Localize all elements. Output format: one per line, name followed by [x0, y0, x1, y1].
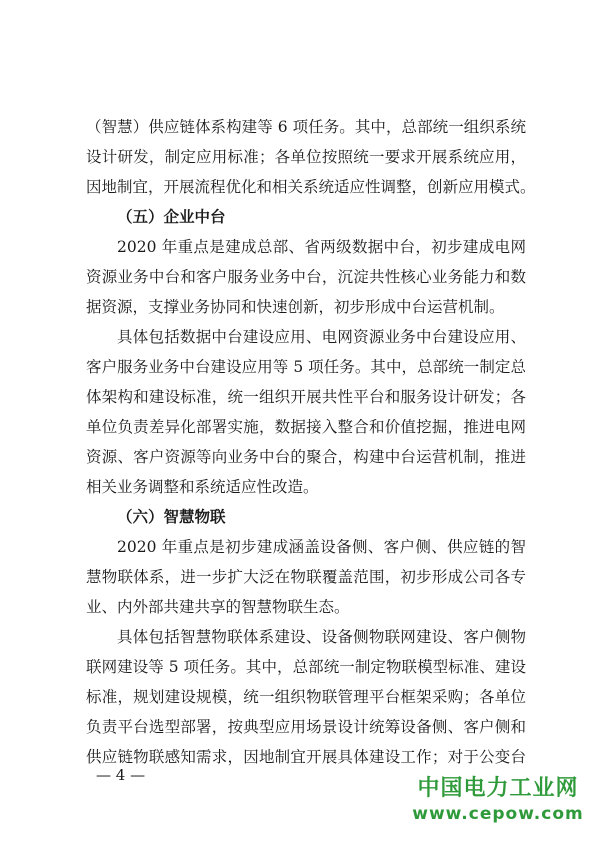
- paragraph: [86, 232, 526, 322]
- page-number: — 4 —: [96, 766, 146, 784]
- text-line: 具体包括智慧物联体系建设、设备侧物联网建设、客户侧物: [117, 628, 526, 646]
- paragraph: [86, 622, 526, 772]
- section-heading: （五）企业中台: [117, 208, 226, 226]
- text-line: 体架构和建设标准，统一组织开展共性平台和服务设计研发；各: [86, 388, 526, 406]
- text-line: （智慧）供应链体系构建等 6 项任务。其中，总部统一组织系统: [86, 118, 526, 136]
- paragraph: [86, 322, 526, 502]
- watermark-site-url: www.cepow.com: [412, 804, 584, 824]
- text-line: 供应链物联感知需求，因地制宜开展具体建设工作；对于公变台: [86, 748, 526, 766]
- text-line: 客户服务业务中台建设应用等 5 项任务。其中，总部统一制定总: [86, 358, 526, 376]
- text-line: 单位负责差异化部署实施，数据接入整合和价值挖掘，推进电网: [86, 418, 526, 436]
- text-line: 标准，规划建设规模，统一组织物联管理平台框架采购；各单位: [86, 688, 526, 706]
- text-line: 联网建设等 5 项任务。其中，总部统一制定物联模型标准、建设: [86, 658, 526, 676]
- text-line: 负责平台选型部署，按典型应用场景设计统筹设备侧、客户侧和: [86, 718, 526, 736]
- document-body: [86, 112, 536, 772]
- text-line: 资源、客户资源等向业务中台的聚合，构建中台运营机制，推进: [86, 448, 526, 466]
- text-line: 2020 年重点是建成总部、省两级数据中台，初步建成电网: [117, 238, 526, 256]
- watermark-site-name: 中国电力工业网: [417, 776, 579, 801]
- text-line: 设计研发，制定应用标准；各单位按照统一要求开展系统应用，: [86, 148, 526, 166]
- text-line: 资源业务中台和客户服务业务中台，沉淀共性核心业务能力和数: [86, 268, 526, 286]
- text-line: 因地制宜，开展流程优化和相关系统适应性调整，创新应用模式。: [86, 178, 536, 196]
- text-line: 慧物联体系，进一步扩大泛在物联覆盖范围，初步形成公司各专: [86, 568, 526, 586]
- text-line: 业、内外部共建共享的智慧物联生态。: [86, 598, 350, 616]
- section-heading: （六）智慧物联: [117, 508, 226, 526]
- text-line: 2020 年重点是初步建成涵盖设备侧、客户侧、供应链的智: [117, 538, 526, 556]
- text-line: 具体包括数据中台建设应用、电网资源业务中台建设应用、: [117, 328, 526, 346]
- site-watermark: [408, 776, 588, 826]
- paragraph: [86, 532, 526, 622]
- text-line: 据资源，支撑业务协同和快速创新，初步形成中台运营机制。: [86, 298, 505, 316]
- text-line: 相关业务调整和系统适应性改造。: [86, 478, 319, 496]
- paragraph: [86, 112, 536, 202]
